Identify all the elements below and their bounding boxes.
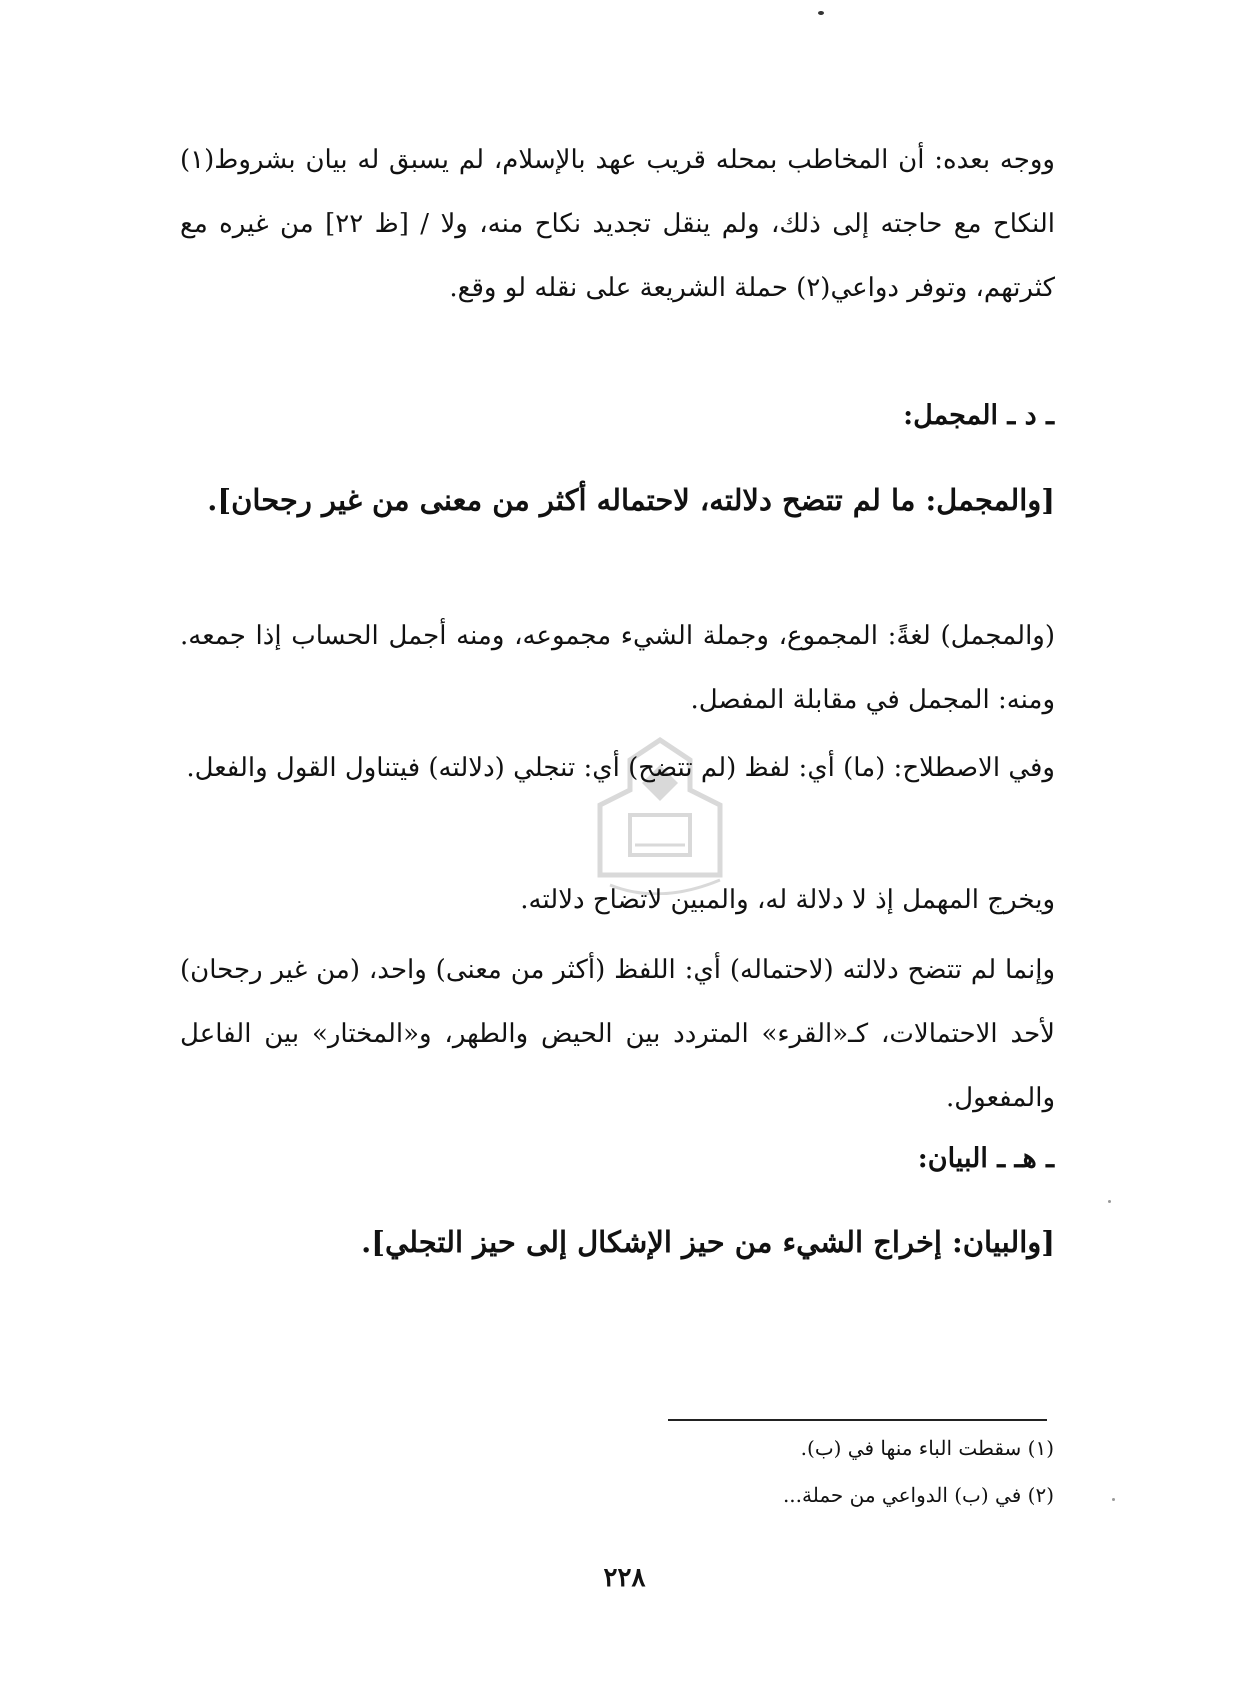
paragraph-explanation-block [180,938,1055,1130]
scan-speck [818,11,824,15]
paragraph-3: (والمجمل) لغةً: المجموع، وجملة الشيء مجموعه، ومنه أجمل الحساب إذا جمعه. ومنه: المجمل في مقابلة المفصل. [180,621,1055,715]
paragraph-1: ووجه بعده: أن المخاطب بمحله قريب عهد بالإسلام، لم يسبق له بيان بشروط(١) النكاح مع حاجته إلى ذلك، ولم ينقل تجديد نكاح منه، ولا / [ظ ٢٢] من غيره مع كثرتهم، وتوفر دواعي(٢) حملة الشريعة على نقله لو وقع. [180,145,1055,303]
definition-bayan-block [180,1208,1055,1276]
paragraph-linguistic-block [180,604,1055,732]
footnote-2: (٢) في (ب) الدواعي من حملة... [782,1483,1054,1507]
paragraph-4: وفي الاصطلاح: (ما) أي: لفظ (لم تتضح) أي: تنجلي (دلالته) فيتناول القول والفعل. [186,753,1055,783]
paragraph-technical-block [180,736,1055,800]
paragraph-exclusion-block [180,868,1055,932]
scan-speck [1108,1200,1111,1203]
paragraph-intro-block [180,128,1055,320]
definition-mujmal-block [180,466,1055,534]
paragraph-6: وإنما لم تتضح دلالته (لاحتماله) أي: اللفظ (أكثر من معنى) واحد، (من غير رجحان) لأحد الاحتمالات، كـ«القرء» المتردد بين الحيض والطهر، و«المختار» بين الفاعل والمفعول. [180,955,1055,1113]
section-heading-bayan: ـ هـ ـ البيان: [917,1143,1054,1174]
footnote-1: (١) سقطت الباء منها في (ب). [800,1436,1054,1460]
definition-bayan: [والبيان: إخراج الشيء من حيز الإشكال إلى حيز التجلي]. [361,1225,1055,1259]
paragraph-5: ويخرج المهمل إذ لا دلالة له، والمبين لاتضاح دلالته. [520,885,1055,915]
definition-mujmal: [والمجمل: ما لم تتضح دلالته، لاحتماله أكثر من معنى من غير رجحان]. [207,483,1055,517]
scan-speck [1112,1498,1115,1501]
page-number: ٢٢٨ [603,1563,646,1593]
section-heading-mujmal: ـ د ـ المجمل: [903,400,1054,431]
footnote-separator [668,1419,1047,1421]
